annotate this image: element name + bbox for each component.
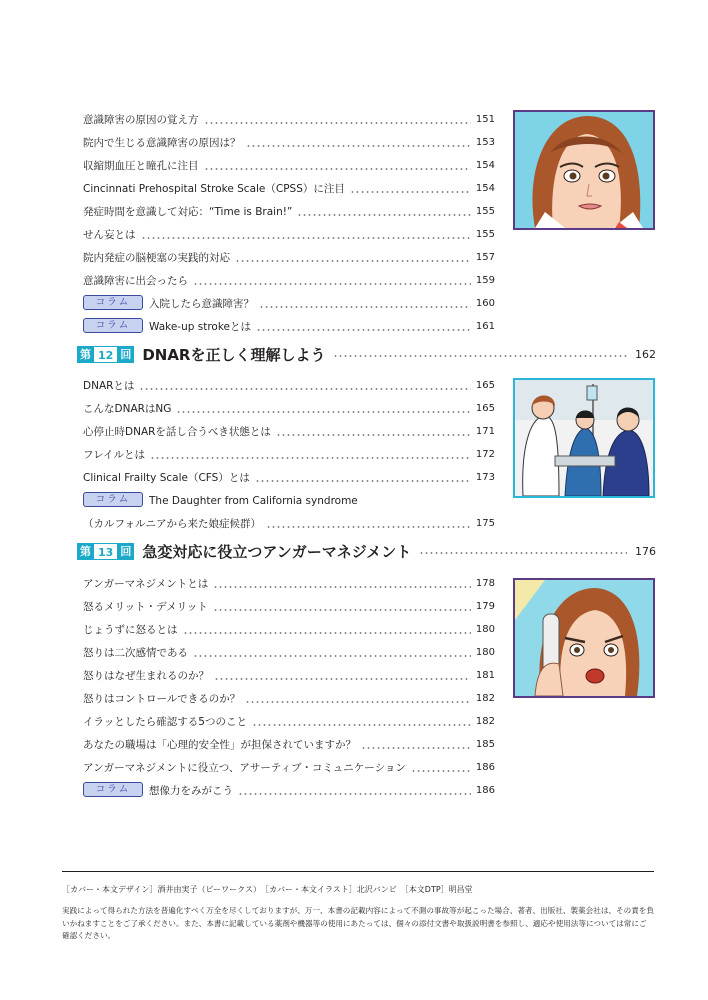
entry-page: 175 — [475, 518, 495, 529]
toc-entry[interactable] — [83, 595, 495, 613]
dot-leader — [238, 793, 471, 795]
dot-leader — [204, 122, 471, 124]
column-badge: コラム — [83, 782, 143, 797]
disclaimer-text: 実践によって得られた方法を普遍化すべく万全を尽くしておりますが、万一、本書の記載内容によって不測の事故等が起こった場合、著者、出版社、製薬会社は、その責を負いかねますことをご了承ください。また、本書に記載している薬剤や機器等の使用にあたっては、個々の添付文書や取扱説明書を参照し、適応や使用法等については常にご確認ください。 — [62, 906, 654, 940]
entry-page: 155 — [475, 206, 495, 217]
entry-page: 186 — [475, 762, 495, 773]
dot-leader — [245, 701, 471, 703]
entry-title: せん妄とは — [83, 229, 136, 241]
dot-leader — [266, 526, 471, 528]
medical-team-drawing — [515, 380, 653, 496]
entry-page: 186 — [475, 785, 495, 796]
toc-entry[interactable] — [83, 733, 495, 751]
entry-title: 院内発症の脳梗塞の実践的対応 — [83, 252, 230, 264]
chapter-suffix: 回 — [117, 543, 134, 560]
dot-leader — [204, 168, 471, 170]
entry-page: 154 — [475, 160, 495, 171]
entry-title: （カルフォルニアから来た娘症候群） — [83, 518, 261, 530]
entry-title: 収縮期血圧と瞳孔に注目 — [83, 160, 199, 172]
toc-entry[interactable] — [83, 131, 495, 149]
entry-page: 180 — [475, 647, 495, 658]
entry-page: 155 — [475, 229, 495, 240]
toc-entry-column[interactable] — [83, 315, 495, 333]
dot-leader — [235, 260, 471, 262]
dot-leader — [419, 552, 627, 554]
chapter-number: 13 — [94, 543, 117, 560]
toc-entry[interactable] — [83, 397, 495, 415]
toc-entry[interactable] — [83, 572, 495, 590]
entry-title: 怒りはコントロールできるのか？ — [83, 693, 241, 705]
entry-page: 165 — [475, 380, 495, 391]
column-badge: コラム — [83, 295, 143, 310]
entry-title: 意識障害に出会ったら — [83, 275, 188, 287]
entry-page: 180 — [475, 624, 495, 635]
entry-page: 154 — [475, 183, 495, 194]
toc-entry[interactable] — [83, 269, 495, 287]
entry-page: 181 — [475, 670, 495, 681]
entry-title: DNARとは — [83, 380, 135, 392]
toc-entry[interactable] — [83, 246, 495, 264]
dot-leader — [141, 237, 471, 239]
entry-title: あなたの職場は「心理的安全性」が担保されていますか？ — [83, 739, 356, 751]
entry-page: 157 — [475, 252, 495, 263]
chapter-prefix: 第 — [77, 346, 94, 363]
entry-title: Cincinnati Prehospital Stroke Scale（CPSS）に注目 — [83, 183, 345, 195]
dot-leader — [297, 214, 471, 216]
toc-entry[interactable] — [83, 420, 495, 438]
entry-page: 185 — [475, 739, 495, 750]
dot-leader — [276, 434, 471, 436]
entry-title: The Daughter from California syndrome — [149, 495, 358, 507]
dot-leader — [213, 586, 471, 588]
dot-leader — [411, 770, 471, 772]
toc-entry[interactable] — [83, 512, 495, 530]
column-badge: コラム — [83, 492, 143, 507]
nurse-on-phone-drawing — [515, 580, 653, 696]
toc-entry-column[interactable] — [83, 779, 495, 797]
column-badge: コラム — [83, 318, 143, 333]
entry-title: フレイルとは — [83, 449, 146, 461]
toc-entry[interactable] — [83, 154, 495, 172]
entry-title: 院内で生じる意識障害の原因は？ — [83, 137, 241, 149]
chapter-title: DNARを正しく理解しよう — [142, 345, 326, 364]
entry-title: じょうずに怒るとは — [83, 624, 178, 636]
entry-page: 165 — [475, 403, 495, 414]
chapter-title: 急変対応に役立つアンガーマネジメント — [142, 542, 412, 561]
dot-leader — [252, 724, 471, 726]
footer-divider — [62, 871, 654, 872]
entry-page: 160 — [475, 298, 495, 309]
dot-leader — [213, 609, 471, 611]
toc-entry-column[interactable] — [83, 292, 495, 310]
toc-entry-column[interactable] — [83, 489, 495, 507]
dot-leader — [193, 655, 471, 657]
chapter-12-heading[interactable] — [77, 343, 656, 365]
dot-leader — [246, 145, 471, 147]
dot-leader — [139, 388, 470, 390]
toc-entry[interactable] — [83, 687, 495, 705]
chapter-prefix: 第 — [77, 543, 94, 560]
entry-page: 178 — [475, 578, 495, 589]
illustration-nurse-on-phone — [513, 578, 655, 698]
entry-title: Clinical Frailty Scale（CFS）とは — [83, 472, 250, 484]
toc-entry[interactable] — [83, 200, 495, 218]
entry-title: 怒りは二次感情である — [83, 647, 188, 659]
entry-page: 182 — [475, 716, 495, 727]
dot-leader — [255, 480, 471, 482]
chapter-page: 176 — [635, 544, 656, 558]
entry-page: 153 — [475, 137, 495, 148]
toc-entry[interactable] — [83, 664, 495, 682]
worried-nurse-drawing — [515, 112, 653, 228]
illustration-medical-team — [513, 378, 655, 498]
entry-title: 心停止時DNARを話し合うべき状態とは — [83, 426, 271, 438]
entry-title: 意識障害の原因の覚え方 — [83, 114, 199, 126]
toc-entry[interactable] — [83, 223, 495, 241]
entry-page: 151 — [475, 114, 495, 125]
toc-entry[interactable] — [83, 177, 495, 195]
toc-entry[interactable] — [83, 108, 495, 126]
toc-entry[interactable] — [83, 710, 495, 728]
entry-title: イラッとしたら確認する5つのこと — [83, 716, 247, 728]
toc-entry[interactable] — [83, 641, 495, 659]
entry-title: こんなDNARはNG — [83, 403, 172, 415]
chapter-13-heading[interactable] — [77, 540, 656, 562]
chapter-suffix: 回 — [117, 346, 134, 363]
credits-line: ［カバー・本文デザイン］酒井由実子（ビーワークス） ［カバー・本文イラスト］北沢バンビ ［本文DTP］明昌堂 — [62, 885, 473, 894]
dot-leader — [259, 306, 471, 308]
dot-leader — [350, 191, 471, 193]
entry-title: 入院したら意識障害？ — [149, 298, 254, 310]
toc-entry[interactable] — [83, 466, 495, 484]
toc-entry[interactable] — [83, 618, 495, 636]
entry-page: 161 — [475, 321, 495, 332]
toc-entry[interactable] — [83, 443, 495, 461]
dot-leader — [361, 747, 471, 749]
entry-page: 172 — [475, 449, 495, 460]
chapter-number: 12 — [94, 346, 117, 363]
entry-title: アンガーマネジメントに役立つ、アサーティブ・コミュニケーション — [83, 762, 406, 774]
entry-title: 発症時間を意識して対応：“Time is Brain!” — [83, 206, 293, 218]
dot-leader — [333, 355, 627, 357]
toc-entry[interactable] — [83, 756, 495, 774]
entry-title: 怒るメリット・デメリット — [83, 601, 208, 613]
dot-leader — [193, 283, 471, 285]
entry-title: 想像力をみがこう — [149, 785, 233, 797]
illustration-worried-nurse — [513, 110, 655, 230]
entry-title: Wake-up strokeとは — [149, 321, 252, 333]
dot-leader — [214, 678, 471, 680]
entry-title: 怒りはなぜ生まれるのか？ — [83, 670, 209, 682]
entry-page: 171 — [475, 426, 495, 437]
entry-title: アンガーマネジメントとは — [83, 578, 209, 590]
entry-page: 159 — [475, 275, 495, 286]
dot-leader — [183, 632, 471, 634]
toc-entry[interactable] — [83, 374, 495, 392]
entry-page: 173 — [475, 472, 495, 483]
entry-page: 182 — [475, 693, 495, 704]
dot-leader — [256, 329, 471, 331]
chapter-page: 162 — [635, 347, 656, 361]
dot-leader — [150, 457, 471, 459]
dot-leader — [176, 411, 470, 413]
entry-page: 179 — [475, 601, 495, 612]
